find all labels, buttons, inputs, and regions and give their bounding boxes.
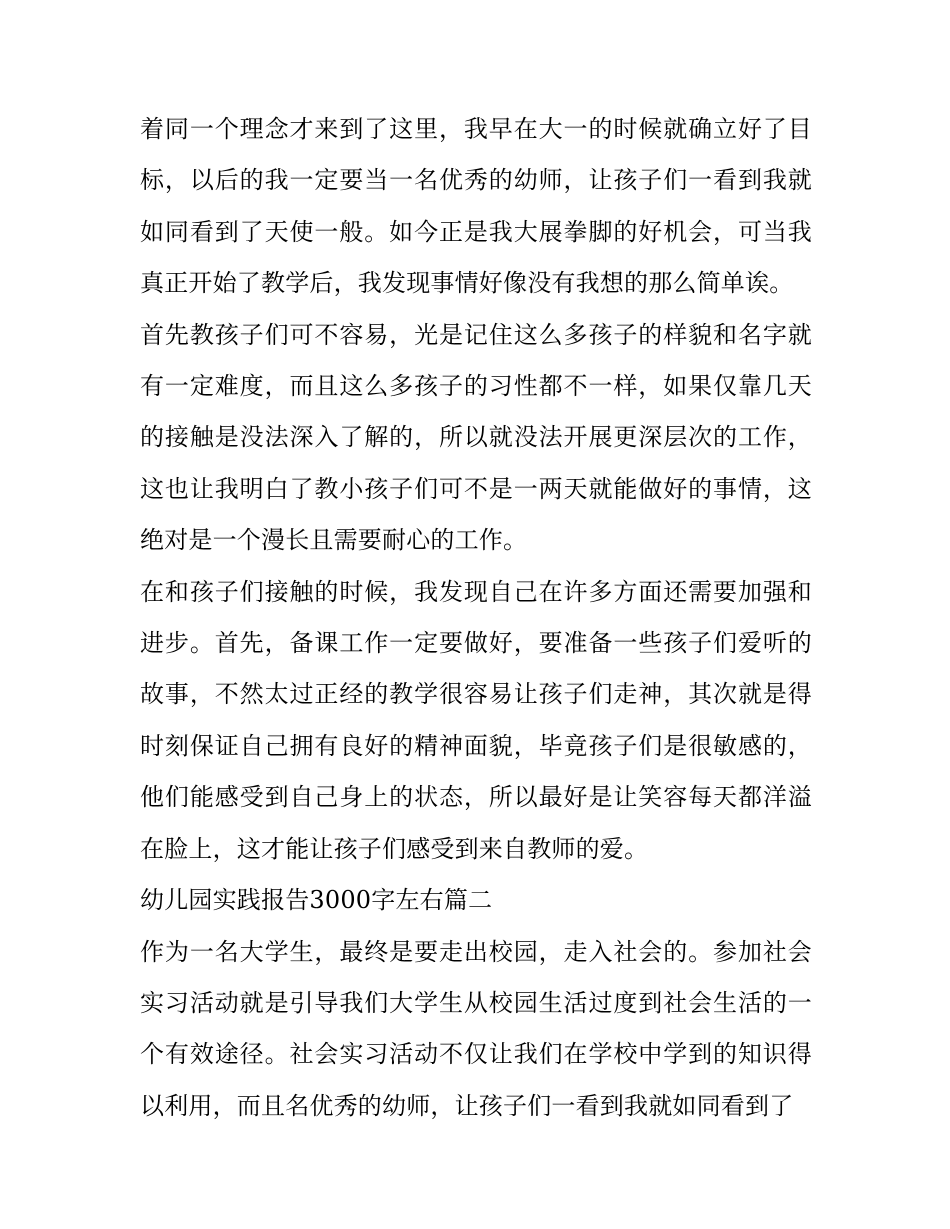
paragraph-2: 首先教孩子们可不容易，光是记住这么多孩子的样貌和名字就有一定难度，而且这么多孩子的习性都不一样，如果仅靠几天的接触是没法深入了解的，所以就没法开展更深层次的工作，这也让我明白了教小孩子们可不是一两天就能做好的事情，这绝对是一个漫长且需要耐心的工作。 xyxy=(140,320,812,555)
paragraph-4: 作为一名大学生，最终是要走出校园，走入社会的。参加社会实习活动就是引导我们大学生从校园生活过度到社会生活的一个有效途径。社会实习活动不仅让我们在学校中学到的知识得以利用，而且名优秀的幼师，让孩子们一看到我就如同看到了 xyxy=(140,937,812,1120)
paragraph-1: 着同一个理念才来到了这里，我早在大一的时候就确立好了目标，以后的我一定要当一名优秀的幼师，让孩子们一看到我就如同看到了天使一般。如今正是我大展拳脚的好机会，可当我真正开始了教学后，我发现事情好像没有我想的那么简单诶。 xyxy=(140,115,812,298)
document-body xyxy=(140,104,812,1132)
paragraph-3: 在和孩子们接触的时候，我发现自己在许多方面还需要加强和进步。首先，备课工作一定要做好，要准备一些孩子们爱听的故事，不然太过正经的教学很容易让孩子们走神，其次就是得时刻保证自己拥有良好的精神面貌，毕竟孩子们是很敏感的，他们能感受到自己身上的状态，所以最好是让笑容每天都洋溢在脸上，这才能让孩子们感受到来自教师的爱。 xyxy=(140,577,812,863)
section-heading: 幼儿园实践报告3000字左右篇二 xyxy=(140,886,493,915)
